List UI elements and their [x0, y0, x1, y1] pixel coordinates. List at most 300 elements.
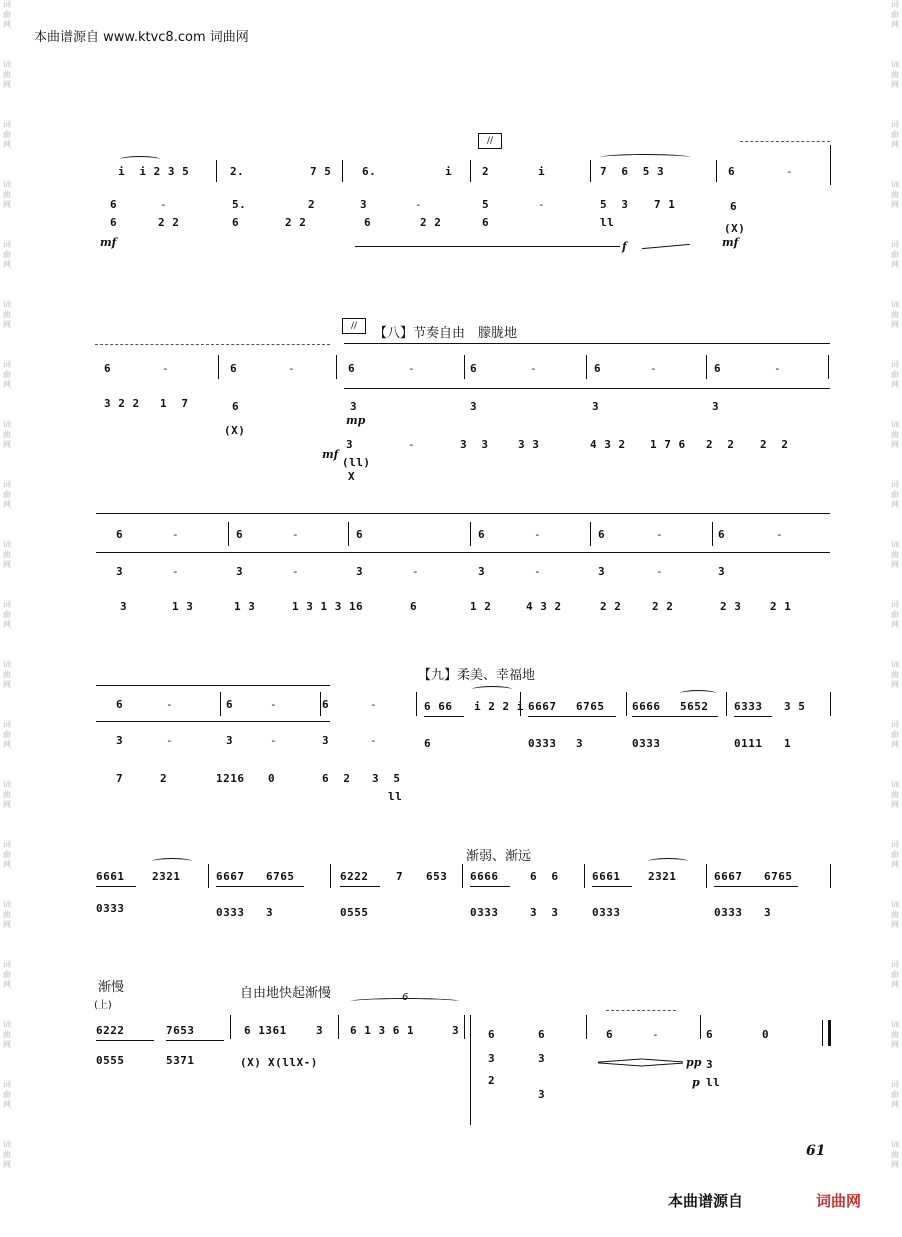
watermark-char: 曲	[891, 130, 899, 139]
note: 2 2	[158, 216, 180, 229]
watermark-char: 曲	[891, 790, 899, 799]
watermark-char: 曲	[3, 1030, 11, 1039]
watermark-char: 词	[3, 420, 11, 429]
watermark-repeat	[891, 120, 899, 150]
note: 3	[226, 734, 234, 747]
dynamic-mf: mf	[100, 236, 117, 249]
note: 3	[592, 400, 600, 413]
note: (ll)	[342, 456, 371, 469]
watermark-repeat	[3, 180, 11, 210]
note: 6	[594, 362, 602, 375]
rest-dash: -	[270, 734, 278, 747]
note: 3	[236, 565, 244, 578]
bar-line	[320, 692, 321, 716]
note: 5.	[232, 198, 247, 211]
note: 7 6 5 3	[600, 165, 665, 178]
watermark-char: 词	[3, 1140, 11, 1149]
note: 6222	[96, 1024, 125, 1037]
watermark-repeat	[3, 660, 11, 690]
note: 0333	[528, 737, 557, 750]
watermark-repeat	[3, 600, 11, 630]
bar-line	[716, 160, 717, 182]
watermark-char: 曲	[3, 310, 11, 319]
watermark-char: 曲	[3, 250, 11, 259]
watermark-char: 网	[891, 800, 899, 809]
bar-line	[830, 145, 831, 185]
watermark-char: 网	[3, 80, 11, 89]
fingering-mark: (上)	[94, 1000, 112, 1011]
watermark-char: 曲	[3, 850, 11, 859]
watermark-char: 网	[891, 620, 899, 629]
note: i i 2 3 5	[118, 165, 190, 178]
watermark-char: 词	[3, 1020, 11, 1029]
rest-dash: -	[408, 438, 416, 451]
watermark-repeat	[891, 1140, 899, 1170]
watermark-char: 网	[891, 80, 899, 89]
note: 3	[538, 1088, 546, 1101]
note: 1 3	[234, 600, 256, 613]
watermark-char: 曲	[3, 670, 11, 679]
note: 3	[718, 565, 726, 578]
watermark-char: 网	[3, 380, 11, 389]
note: 3 3	[518, 438, 540, 451]
note: 6667	[216, 870, 245, 883]
watermark-char: 词	[3, 960, 11, 969]
watermark-repeat	[3, 420, 11, 450]
note: 6	[728, 165, 736, 178]
watermark-char: 词	[3, 1080, 11, 1089]
watermark-char: 曲	[891, 850, 899, 859]
beam-line	[714, 886, 798, 887]
page-header: 本曲谱源自 www.ktvc8.com 词曲网	[34, 30, 249, 45]
note: 3	[488, 1052, 496, 1065]
watermark-char: 曲	[891, 1090, 899, 1099]
note: 6	[110, 216, 118, 229]
bar-line	[712, 522, 713, 546]
note: 0555	[340, 906, 369, 919]
bar-line	[462, 864, 463, 888]
tremolo-mark: ll	[706, 1076, 721, 1089]
note: 6	[110, 198, 118, 211]
watermark-char: 曲	[891, 610, 899, 619]
beam-line	[340, 886, 380, 887]
bar-line	[220, 692, 221, 716]
note: i	[538, 165, 546, 178]
watermark-repeat	[3, 1140, 11, 1170]
note: 6	[538, 1028, 546, 1041]
watermark-char: 词	[891, 480, 899, 489]
tie	[472, 686, 512, 693]
tempo-marking: 渐慢	[98, 980, 125, 995]
note: 0111	[734, 737, 763, 750]
watermark-char: 曲	[891, 910, 899, 919]
bar-line	[464, 355, 465, 379]
tie	[648, 858, 688, 865]
section-heading: 【九】柔美、幸福地	[418, 668, 536, 683]
watermark-char: 曲	[891, 70, 899, 79]
dynamic-pp: pp	[686, 1056, 702, 1069]
watermark-char: 曲	[3, 730, 11, 739]
watermark-char: 词	[891, 180, 899, 189]
beam-line	[96, 1040, 154, 1041]
watermark-char: 网	[3, 560, 11, 569]
watermark-char: 网	[891, 920, 899, 929]
watermark-repeat	[3, 240, 11, 270]
watermark-char: 曲	[891, 1150, 899, 1159]
watermark-char: 词	[891, 540, 899, 549]
watermark-repeat	[891, 420, 899, 450]
crescendo-line	[598, 1062, 643, 1066]
note: 6	[470, 362, 478, 375]
note: 7 1	[654, 198, 676, 211]
rest-dash: -	[370, 698, 378, 711]
bar-line	[726, 692, 727, 716]
rest-dash: -	[172, 528, 180, 541]
watermark-char: 曲	[3, 790, 11, 799]
watermark-char: 网	[891, 680, 899, 689]
note: 3	[764, 906, 772, 919]
watermark-repeat	[3, 780, 11, 810]
watermark-char: 网	[891, 260, 899, 269]
beam-line	[734, 716, 772, 717]
note: 5 3	[600, 198, 629, 211]
note: 6	[232, 400, 240, 413]
tie	[120, 156, 160, 163]
rest-dash: -	[650, 362, 658, 375]
note: 6	[348, 362, 356, 375]
rest-dash: -	[160, 198, 168, 211]
note: 6666	[470, 870, 499, 883]
note: 3	[712, 400, 720, 413]
watermark-repeat	[891, 60, 899, 90]
watermark-char: 词	[3, 360, 11, 369]
note: 6	[718, 528, 726, 541]
note: 7	[116, 772, 124, 785]
watermark-char: 网	[891, 560, 899, 569]
note: (X)	[224, 424, 246, 437]
rest-dash: -	[530, 362, 538, 375]
decrescendo-line	[642, 244, 690, 249]
watermark-char: 词	[3, 180, 11, 189]
bar-line	[830, 864, 831, 888]
watermark-char: 网	[891, 1160, 899, 1169]
rest-dash: -	[652, 1028, 660, 1041]
note: 5652	[680, 700, 709, 713]
watermark-char: 词	[891, 0, 899, 9]
note: 3	[470, 400, 478, 413]
watermark-char: 网	[3, 1100, 11, 1109]
note: 6765	[764, 870, 793, 883]
tuplet-slur	[350, 998, 460, 1005]
note: 6	[714, 362, 722, 375]
watermark-char: 曲	[3, 370, 11, 379]
bar-line	[706, 355, 707, 379]
dynamic-f: f	[622, 240, 627, 253]
note: 5	[482, 198, 490, 211]
right-watermark-column	[888, 0, 902, 1237]
watermark-repeat	[891, 600, 899, 630]
watermark-repeat	[891, 780, 899, 810]
watermark-char: 网	[3, 800, 11, 809]
note: 2 2	[652, 600, 674, 613]
note: 3	[116, 565, 124, 578]
system-brace	[96, 552, 830, 561]
note: 1 2	[470, 600, 492, 613]
watermark-char: 曲	[891, 1030, 899, 1039]
note: 0555	[96, 1054, 125, 1067]
watermark-repeat	[3, 540, 11, 570]
bar-line	[336, 355, 337, 379]
note: 2 3	[720, 600, 742, 613]
watermark-char: 词	[891, 600, 899, 609]
bar-line	[330, 864, 331, 888]
watermark-char: 网	[3, 1160, 11, 1169]
note: (X)	[724, 222, 746, 235]
note: i 2 2 i	[474, 700, 524, 713]
watermark-char: 曲	[3, 550, 11, 559]
watermark-char: 网	[891, 320, 899, 329]
dynamic-mf: mf	[322, 448, 339, 461]
watermark-char: 曲	[891, 250, 899, 259]
watermark-char: 词	[3, 840, 11, 849]
watermark-char: 词	[3, 720, 11, 729]
note: 6.	[362, 165, 377, 178]
rest-dash: -	[166, 698, 174, 711]
tempo-marking: 渐弱、渐远	[466, 849, 532, 864]
tie	[680, 690, 716, 697]
rest-dash: -	[656, 528, 664, 541]
watermark-char: 网	[3, 140, 11, 149]
footer-site-label[interactable]: 词曲网	[816, 1192, 862, 1210]
watermark-char: 网	[3, 680, 11, 689]
watermark-repeat	[891, 480, 899, 510]
watermark-repeat	[891, 540, 899, 570]
bar-line	[586, 1015, 587, 1039]
watermark-repeat	[3, 1080, 11, 1110]
watermark-char: 曲	[3, 430, 11, 439]
rest-dash: -	[534, 565, 542, 578]
bar-line	[464, 1015, 465, 1039]
note: 0333	[592, 906, 621, 919]
tie	[600, 154, 690, 161]
note: 2 2	[285, 216, 307, 229]
watermark-char: 曲	[3, 490, 11, 499]
watermark-char: 词	[891, 120, 899, 129]
note: 3	[266, 906, 274, 919]
rest-dash: -	[370, 734, 378, 747]
watermark-char: 曲	[891, 370, 899, 379]
note: 6	[482, 216, 490, 229]
note: 6765	[576, 700, 605, 713]
watermark-char: 曲	[891, 970, 899, 979]
watermark-char: 词	[3, 600, 11, 609]
note: 3	[538, 1052, 546, 1065]
watermark-char: 曲	[891, 430, 899, 439]
rest-dash: -	[786, 165, 794, 178]
trill-dashed-line	[606, 1010, 676, 1011]
note: 3	[452, 1024, 460, 1037]
watermark-char: 网	[891, 500, 899, 509]
note: 6222	[340, 870, 369, 883]
trill-dashed-line	[95, 344, 330, 345]
bar-line	[348, 522, 349, 546]
tremolo-mark: ll	[600, 216, 615, 229]
system-brace	[96, 721, 330, 730]
watermark-char: 曲	[3, 1150, 11, 1159]
bar-line	[706, 864, 707, 888]
beam-line	[424, 716, 464, 717]
bar-line	[230, 1015, 231, 1039]
watermark-char: 网	[891, 1040, 899, 1049]
watermark-repeat	[3, 720, 11, 750]
beam-line	[632, 716, 718, 717]
note: X	[348, 470, 356, 483]
beam-line	[96, 886, 136, 887]
rest-dash: -	[656, 565, 664, 578]
watermark-repeat	[891, 240, 899, 270]
watermark-char: 网	[3, 500, 11, 509]
watermark-char: 网	[891, 860, 899, 869]
tuplet-number: 6	[402, 992, 409, 1003]
watermark-char: 词	[891, 1140, 899, 1149]
watermark-repeat	[3, 1020, 11, 1050]
note: 3	[120, 600, 128, 613]
note: 6 6	[530, 870, 559, 883]
note: 0333	[714, 906, 743, 919]
note: 0333	[470, 906, 499, 919]
watermark-char: 词	[891, 300, 899, 309]
note: 6	[236, 528, 244, 541]
watermark-char: 词	[891, 360, 899, 369]
watermark-repeat	[891, 1080, 899, 1110]
bar-line	[584, 864, 585, 888]
bar-line	[416, 692, 417, 716]
beam-line	[166, 1040, 224, 1041]
watermark-repeat	[3, 60, 11, 90]
watermark-char: 网	[891, 140, 899, 149]
note: 6	[478, 528, 486, 541]
note: 5371	[166, 1054, 195, 1067]
watermark-repeat	[891, 720, 899, 750]
note: 1 3	[172, 600, 194, 613]
note: X(llX-)	[268, 1056, 318, 1069]
watermark-char: 网	[891, 980, 899, 989]
watermark-repeat	[3, 300, 11, 330]
rest-dash: -	[172, 565, 180, 578]
note: 6 1361	[244, 1024, 287, 1037]
note: 3	[116, 734, 124, 747]
rest-dash: -	[776, 528, 784, 541]
note: 6	[116, 528, 124, 541]
beam-line	[528, 716, 616, 717]
watermark-repeat	[3, 840, 11, 870]
note: 2 1	[770, 600, 792, 613]
note: 6	[226, 698, 234, 711]
note: 2	[308, 198, 316, 211]
note: 3 2 2	[104, 397, 140, 410]
note: 6	[730, 200, 738, 213]
rest-dash: -	[538, 198, 546, 211]
beam-line	[470, 886, 510, 887]
watermark-char: 词	[891, 240, 899, 249]
rest-dash: -	[166, 734, 174, 747]
note: 6667	[528, 700, 557, 713]
tremolo-box-icon: //	[342, 318, 366, 334]
decrescendo-line	[643, 1059, 683, 1063]
bar-line	[218, 355, 219, 379]
watermark-char: 网	[3, 320, 11, 329]
watermark-char: 网	[891, 1100, 899, 1109]
watermark-repeat	[891, 300, 899, 330]
note: 6667	[714, 870, 743, 883]
final-bar-thick	[828, 1020, 831, 1046]
rest-dash: -	[534, 528, 542, 541]
bar-line	[470, 160, 471, 182]
bar-line	[228, 522, 229, 546]
note: 3	[598, 565, 606, 578]
note: 6661	[592, 870, 621, 883]
rest-dash: -	[774, 362, 782, 375]
note: 2	[160, 772, 168, 785]
note: 6	[356, 528, 364, 541]
trill-dashed-line	[740, 141, 830, 142]
note: 6 66	[424, 700, 453, 713]
bar-line	[830, 692, 831, 716]
note: 6	[424, 737, 432, 750]
note: 6666	[632, 700, 661, 713]
note: 3 3	[530, 906, 559, 919]
watermark-char: 词	[891, 780, 899, 789]
crescendo-line	[355, 246, 620, 247]
watermark-char: 曲	[3, 130, 11, 139]
watermark-repeat	[3, 480, 11, 510]
note: 1216	[216, 772, 245, 785]
watermark-repeat	[891, 960, 899, 990]
note: 6661	[96, 870, 125, 883]
note: 0	[762, 1028, 770, 1041]
note: 653	[426, 870, 448, 883]
rest-dash: -	[162, 362, 170, 375]
watermark-char: 网	[3, 860, 11, 869]
note: 1	[784, 737, 792, 750]
dynamic-mf: mf	[722, 236, 739, 249]
watermark-char: 词	[891, 60, 899, 69]
watermark-char: 词	[3, 240, 11, 249]
watermark-char: 词	[891, 1080, 899, 1089]
bar-line	[700, 1015, 701, 1039]
beam-line	[216, 886, 304, 887]
watermark-char: 曲	[3, 910, 11, 919]
page-number: 61	[806, 1143, 826, 1159]
watermark-char: 词	[891, 960, 899, 969]
note: 3 5	[372, 772, 401, 785]
watermark-repeat	[891, 840, 899, 870]
watermark-repeat	[891, 180, 899, 210]
watermark-char: 曲	[891, 310, 899, 319]
watermark-char: 词	[3, 120, 11, 129]
rest-dash: -	[415, 198, 423, 211]
watermark-char: 词	[891, 900, 899, 909]
watermark-char: 网	[3, 20, 11, 29]
watermark-repeat	[891, 1020, 899, 1050]
bar-line	[828, 355, 829, 379]
note: 2 2	[706, 438, 735, 451]
note: 3	[576, 737, 584, 750]
watermark-char: 网	[3, 440, 11, 449]
rest-dash: -	[412, 565, 420, 578]
rest-dash: -	[292, 528, 300, 541]
watermark-char: 网	[3, 980, 11, 989]
